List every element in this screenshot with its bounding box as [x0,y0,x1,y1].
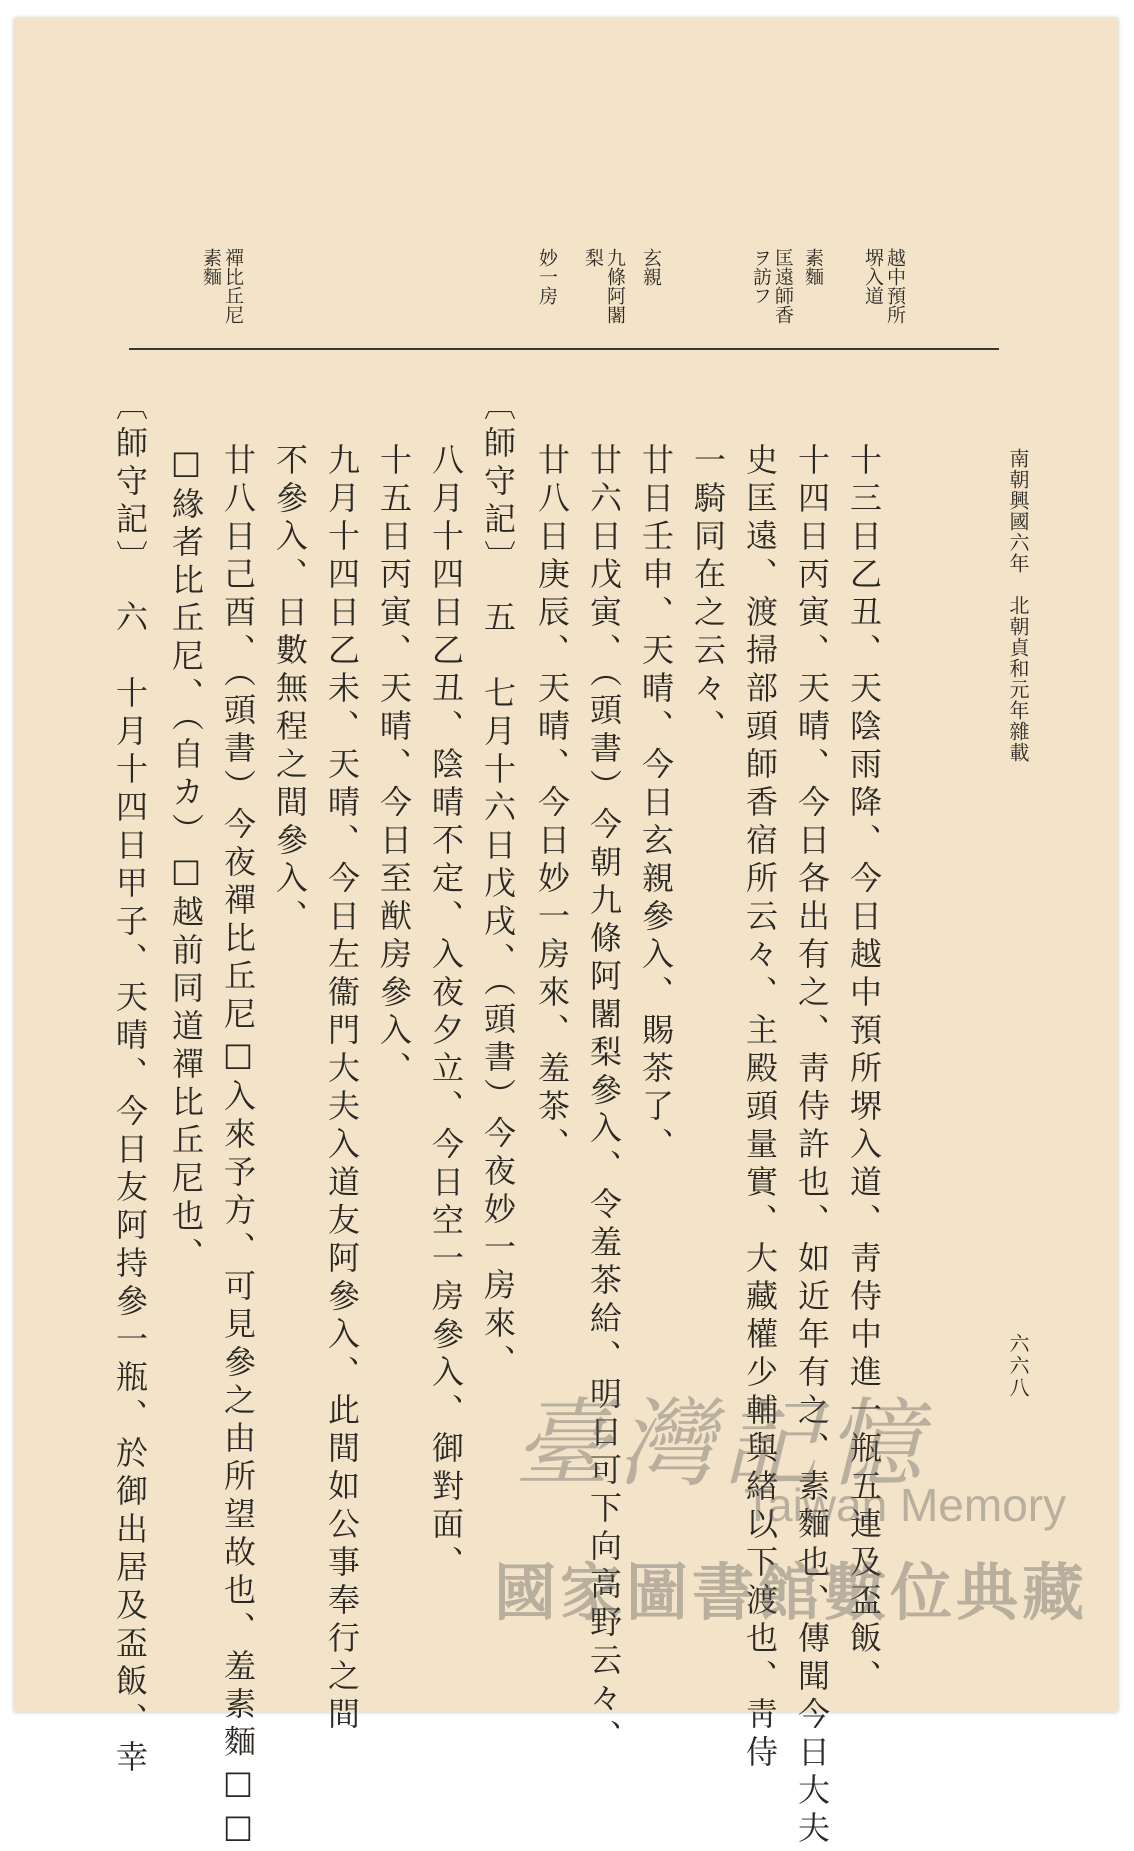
text-column: 一騎同在之云々、 [689,443,727,747]
text-column: 十五日丙寅、天晴、今日至猷房參入、 [375,443,413,1089]
text-column: 廿六日戊寅、（頭書）今朝九條阿闍梨參入、令羞茶給、明日可下向高野云々、 [585,443,623,1757]
text-column: 八月十四日乙丑、陰晴不定、入夜夕立、今日空一房參入、御對面、 [427,443,465,1583]
margin-note: 越中預所 堺入道 [862,248,906,324]
document-page [14,18,1118,1851]
text-column: 不參入、日數無程之間參入、 [271,443,309,937]
text-column: 九月十四日乙未、天晴、今日左衞門大夫入道友阿參入、此間如公事奉行之間 [323,443,361,1735]
watermark-org: 國家圖書館數位典藏 [494,1559,1089,1628]
margin-note: 匡遠師香 ヲ訪フ [750,248,794,324]
margin-note: 素麵 [802,248,824,286]
running-header: 南朝興國六年 北朝貞和元年雜載 [1006,448,1030,763]
text-column: 十四日丙寅、天晴、今日各出有之、靑侍許也、如近年有之、素麵也、傳聞今日大夫 [793,443,831,1849]
text-column: 廿日壬申、天晴、今日玄親參入、賜茶了、 [637,443,675,1165]
text-column: 〔師守記〕 六 十月十四日甲子、天晴、今日友阿持參一瓶、於御出居及盃飯、幸 [111,388,149,1778]
watermark [484,1358,1089,1658]
text-column: 廿八日庚辰、天晴、今日妙一房來、羞茶、 [533,443,571,1165]
watermark-latin: Taiwan Memory [744,1479,1067,1531]
text-column: 〔師守記〕 五 七月十六日戊戌、（頭書）今夜妙一房來、 [479,388,517,1382]
text-column: 史匡遠、渡掃部頭師香宿所云々、主殿頭量實、大藏權少輔與緖以下渡也、靑侍 [741,443,779,1773]
margin-note: 九條阿闍 梨 [582,248,626,324]
watermark-script: 臺灣記憶 [514,1388,930,1500]
text-column: □緣者比丘尼、（自カ）□越前同道禪比丘尼也、 [167,443,205,1275]
margin-note: 玄親 [640,248,662,286]
text-column: 廿八日己酉、（頭書）今夜禪比丘尼□入來予方、可見參之由所望故也、羞素麵□□ [219,443,257,1851]
header-rule [129,348,999,350]
page-number: 六六八 [1006,1333,1030,1399]
margin-note: 禪比丘尼 素麵 [200,248,244,324]
margin-note: 妙一房 [536,248,558,305]
text-column: 十三日乙丑、天陰雨降、今日越中預所堺入道、靑侍中進一瓶五連及盃飯、 [845,443,883,1697]
